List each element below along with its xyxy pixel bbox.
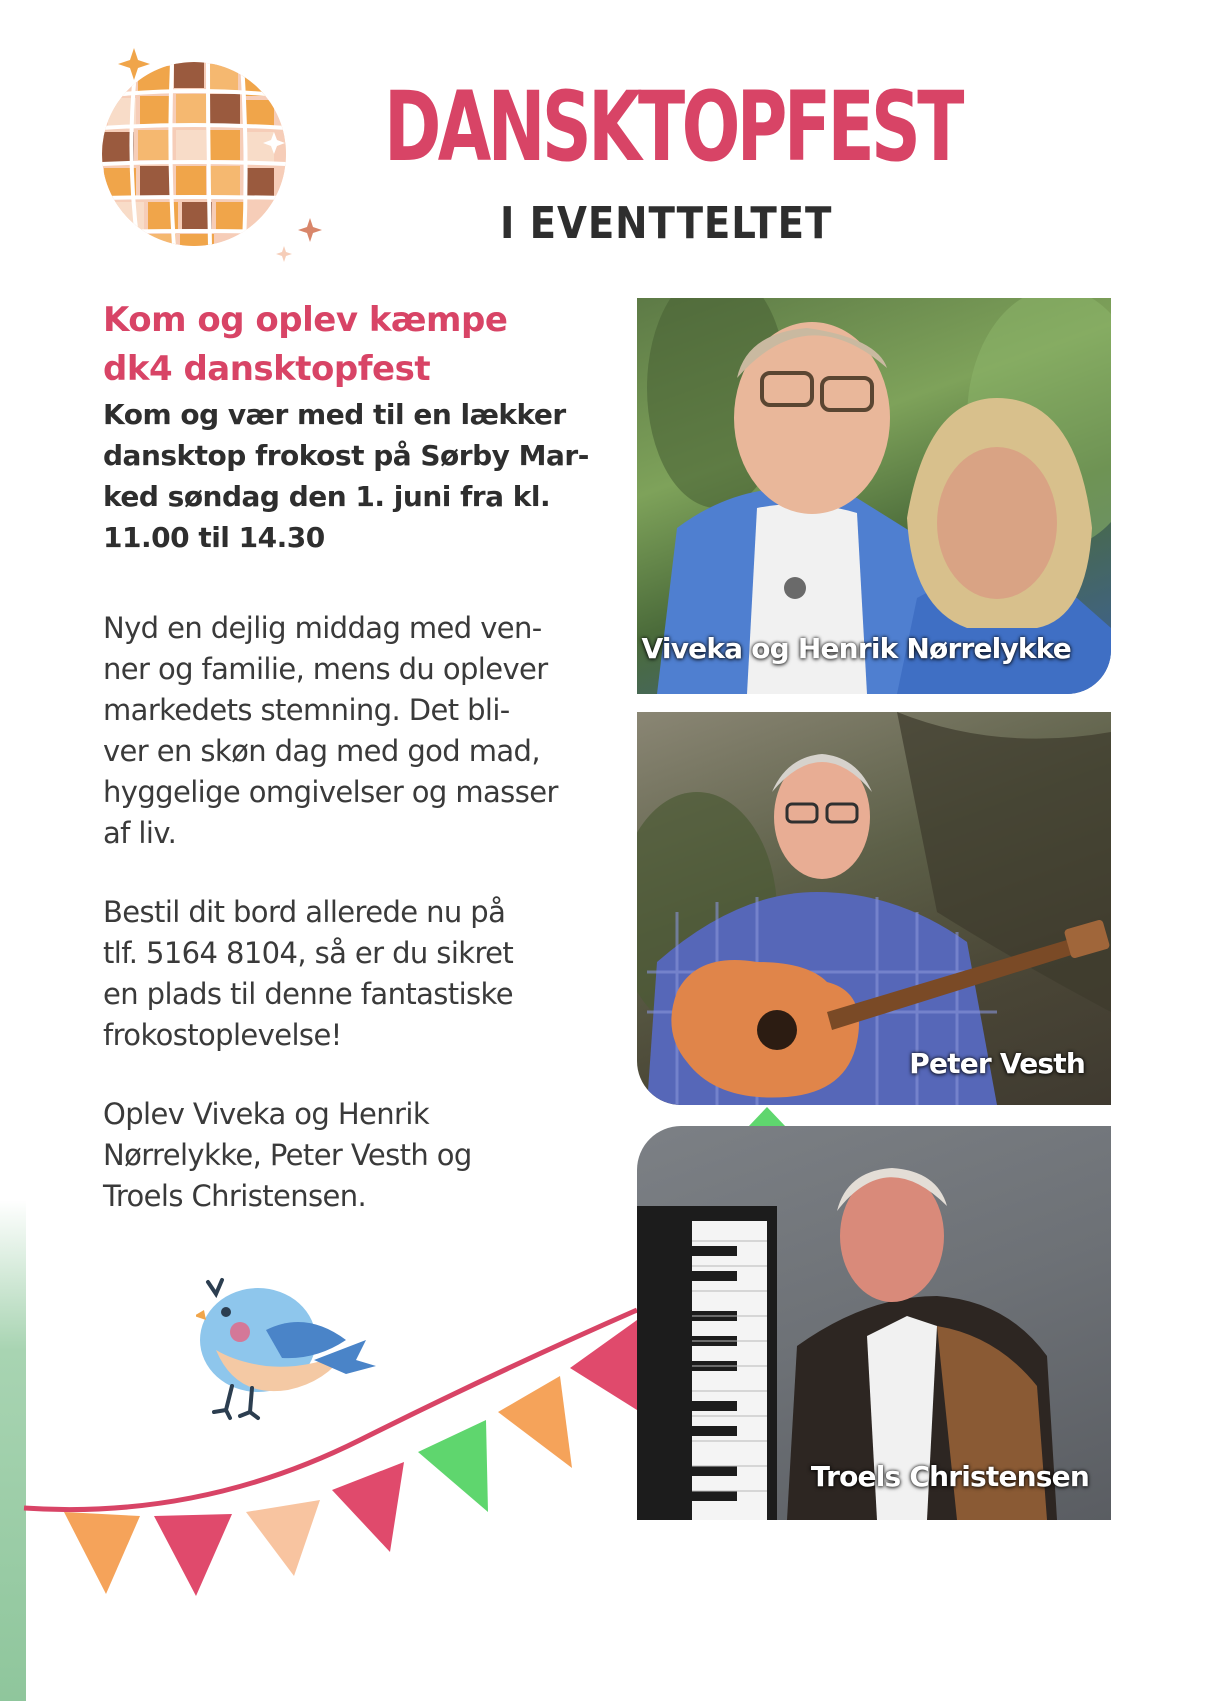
photo-troels-christensen xyxy=(637,1126,1111,1520)
page-title: DANSKTOPFEST xyxy=(384,71,961,183)
pennant xyxy=(498,1376,572,1468)
subhead-line: ked søndag den 1. juni fra kl. xyxy=(103,480,551,513)
paragraph-line: ner og familie, mens du oplever xyxy=(103,652,548,686)
pennant xyxy=(246,1500,320,1576)
paragraph-line: tlf. 5164 8104, så er du sikret xyxy=(103,936,514,970)
paragraph-line: Nørrelykke, Peter Vesth og xyxy=(103,1138,472,1172)
paragraph-line: hyggelige omgivelser og masser xyxy=(103,775,558,809)
subhead-line: Kom og vær med til en lækker xyxy=(103,398,566,431)
paragraph-line: ver en skøn dag med god mad, xyxy=(103,734,540,768)
paragraph-line: af liv. xyxy=(103,816,177,850)
paragraph-line: Oplev Viveka og Henrik xyxy=(103,1097,430,1131)
pennant xyxy=(418,1420,488,1512)
paragraph-line: Troels Christensen. xyxy=(103,1179,367,1213)
photo-caption: Viveka og Henrik Nørrelykke xyxy=(641,632,1071,665)
paragraph-line: markedets stemning. Det bli- xyxy=(103,693,510,727)
headline xyxy=(103,296,603,394)
green-pennant-decoration xyxy=(742,1105,792,1127)
headline-line: Kom og oplev kæmpe xyxy=(103,300,508,340)
subheadline xyxy=(103,394,603,558)
pennant xyxy=(332,1462,404,1552)
photo-viveka-henrik xyxy=(637,298,1111,694)
pennant xyxy=(154,1514,232,1596)
text-column xyxy=(103,296,603,1217)
subhead-line: dansktop frokost på Sørby Mar- xyxy=(103,439,589,472)
pennant xyxy=(64,1512,140,1594)
photo-peter-vesth xyxy=(637,712,1111,1105)
paragraph-line: frokostoplevelse! xyxy=(103,1018,342,1052)
paragraph-line: Bestil dit bord allerede nu på xyxy=(103,895,506,929)
photo-caption: Troels Christensen xyxy=(810,1460,1089,1493)
paragraph-booking xyxy=(103,892,603,1056)
page-subtitle: I EVENTTELTET xyxy=(500,198,833,249)
paragraph-line: en plads til denne fantastiske xyxy=(103,977,513,1011)
subhead-line: 11.00 til 14.30 xyxy=(103,521,325,554)
paragraph-performers xyxy=(103,1094,603,1217)
headline-line: dk4 dansktopfest xyxy=(103,349,431,389)
paragraph-line: Nyd en dejlig middag med ven- xyxy=(103,611,542,645)
sparkle-icon xyxy=(118,48,150,80)
paragraph-dinner xyxy=(103,608,603,854)
photo-caption: Peter Vesth xyxy=(909,1047,1085,1080)
bird-icon xyxy=(196,1270,386,1430)
disco-ball-icon xyxy=(98,46,328,276)
